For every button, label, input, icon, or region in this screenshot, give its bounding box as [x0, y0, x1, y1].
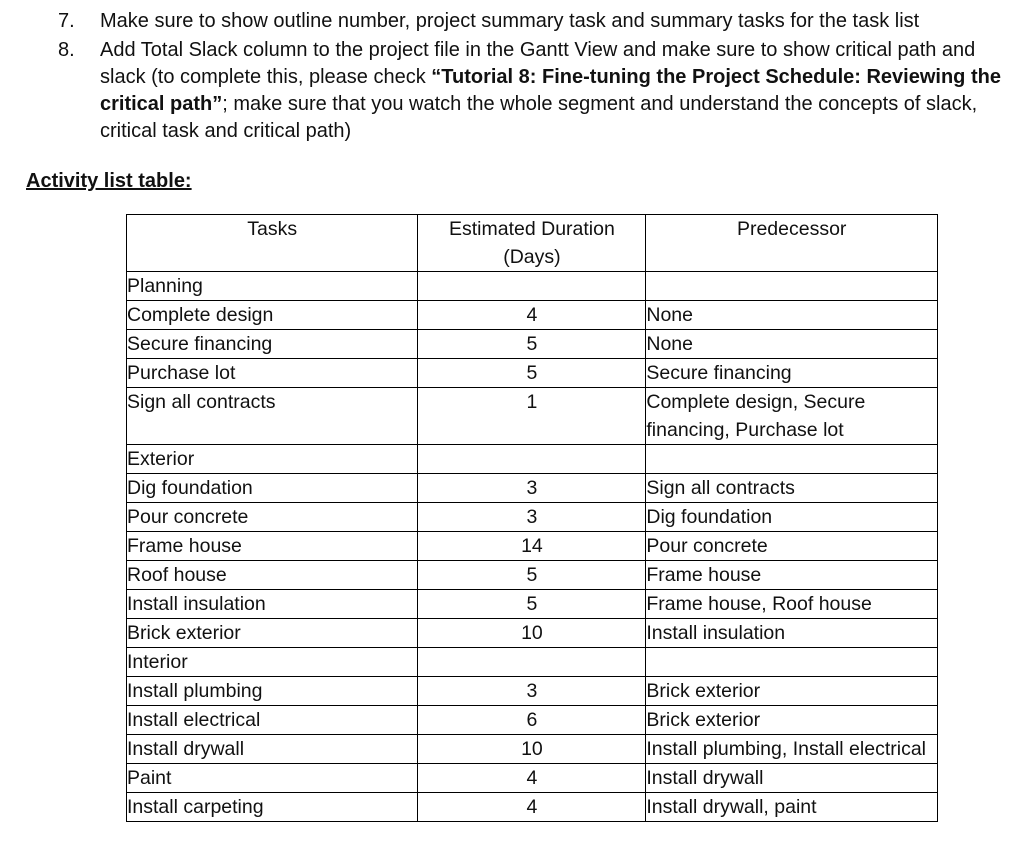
task-name: Secure financing	[127, 330, 418, 359]
instruction-number: 8.	[58, 39, 75, 61]
table-row	[127, 474, 938, 503]
tutorial-reference: “Tutorial 8: Fine-tuning the Project Schedule: Reviewing the critical path”	[100, 66, 1001, 115]
header-tasks: Tasks	[127, 215, 418, 272]
empty-cell	[418, 648, 646, 677]
table-row	[127, 590, 938, 619]
task-name: Install plumbing	[127, 677, 418, 706]
task-duration: 5	[418, 359, 646, 388]
task-name: Roof house	[127, 561, 418, 590]
table-row	[127, 301, 938, 330]
task-name: Paint	[127, 764, 418, 793]
table-header-row	[127, 215, 938, 272]
table-row	[127, 330, 938, 359]
task-predecessor: Install plumbing, Install electrical	[646, 735, 938, 764]
group-row	[127, 272, 938, 301]
table-row	[127, 388, 938, 445]
task-predecessor: Frame house, Roof house	[646, 590, 938, 619]
empty-cell	[646, 648, 938, 677]
table-row	[127, 735, 938, 764]
table-row	[127, 706, 938, 735]
task-name: Brick exterior	[127, 619, 418, 648]
group-row	[127, 445, 938, 474]
instruction-number: 7.	[58, 10, 75, 32]
activity-list-table	[126, 214, 938, 822]
task-name: Sign all contracts	[127, 388, 418, 445]
table-row	[127, 532, 938, 561]
task-duration: 14	[418, 532, 646, 561]
header-predecessor: Predecessor	[646, 215, 938, 272]
task-predecessor: Pour concrete	[646, 532, 938, 561]
empty-cell	[418, 272, 646, 301]
task-duration: 3	[418, 503, 646, 532]
task-predecessor: Secure financing	[646, 359, 938, 388]
table-row	[127, 503, 938, 532]
instruction-item	[58, 37, 1008, 145]
task-duration: 4	[418, 764, 646, 793]
task-name: Frame house	[127, 532, 418, 561]
instruction-text: Make sure to show outline number, project summary task and summary tasks for the task list	[100, 10, 920, 32]
task-name: Install carpeting	[127, 793, 418, 822]
task-name: Complete design	[127, 301, 418, 330]
table-row	[127, 619, 938, 648]
task-duration: 10	[418, 735, 646, 764]
section-heading: Activity list table:	[26, 170, 192, 192]
group-row	[127, 648, 938, 677]
task-predecessor: Dig foundation	[646, 503, 938, 532]
table-row	[127, 359, 938, 388]
group-name: Exterior	[127, 445, 418, 474]
table-body	[127, 272, 938, 822]
task-duration: 5	[418, 561, 646, 590]
task-predecessor: Complete design, Secure financing, Purchase lot	[646, 388, 938, 445]
header-duration: Estimated Duration (Days)	[418, 215, 646, 272]
task-duration: 10	[418, 619, 646, 648]
task-predecessor: Sign all contracts	[646, 474, 938, 503]
group-name: Planning	[127, 272, 418, 301]
empty-cell	[646, 272, 938, 301]
table-row	[127, 764, 938, 793]
task-duration: 5	[418, 330, 646, 359]
task-name: Pour concrete	[127, 503, 418, 532]
instruction-text	[100, 37, 1008, 145]
task-name: Install electrical	[127, 706, 418, 735]
task-predecessor: Brick exterior	[646, 677, 938, 706]
task-duration: 6	[418, 706, 646, 735]
task-predecessor: None	[646, 301, 938, 330]
task-predecessor: Install drywall, paint	[646, 793, 938, 822]
table-row	[127, 561, 938, 590]
instruction-text-before: Add Total Slack column to the project file in the Gantt View and make sure to show critical path and slack (to complete this, please check	[100, 39, 976, 88]
empty-cell	[646, 445, 938, 474]
group-name: Interior	[127, 648, 418, 677]
task-name: Install insulation	[127, 590, 418, 619]
task-duration: 3	[418, 677, 646, 706]
task-predecessor: None	[646, 330, 938, 359]
empty-cell	[418, 445, 646, 474]
task-name: Dig foundation	[127, 474, 418, 503]
task-duration: 3	[418, 474, 646, 503]
instructions-list	[58, 8, 1008, 147]
instruction-text-after: ; make sure that you watch the whole segment and understand the concepts of slack, critical task and critical path)	[100, 93, 978, 142]
task-name: Install drywall	[127, 735, 418, 764]
task-duration: 1	[418, 388, 646, 445]
task-predecessor: Brick exterior	[646, 706, 938, 735]
instruction-item	[58, 8, 1008, 35]
task-duration: 4	[418, 793, 646, 822]
table-row	[127, 793, 938, 822]
task-predecessor: Install insulation	[646, 619, 938, 648]
task-duration: 4	[418, 301, 646, 330]
task-predecessor: Install drywall	[646, 764, 938, 793]
task-name: Purchase lot	[127, 359, 418, 388]
task-duration: 5	[418, 590, 646, 619]
task-predecessor: Frame house	[646, 561, 938, 590]
table-row	[127, 677, 938, 706]
